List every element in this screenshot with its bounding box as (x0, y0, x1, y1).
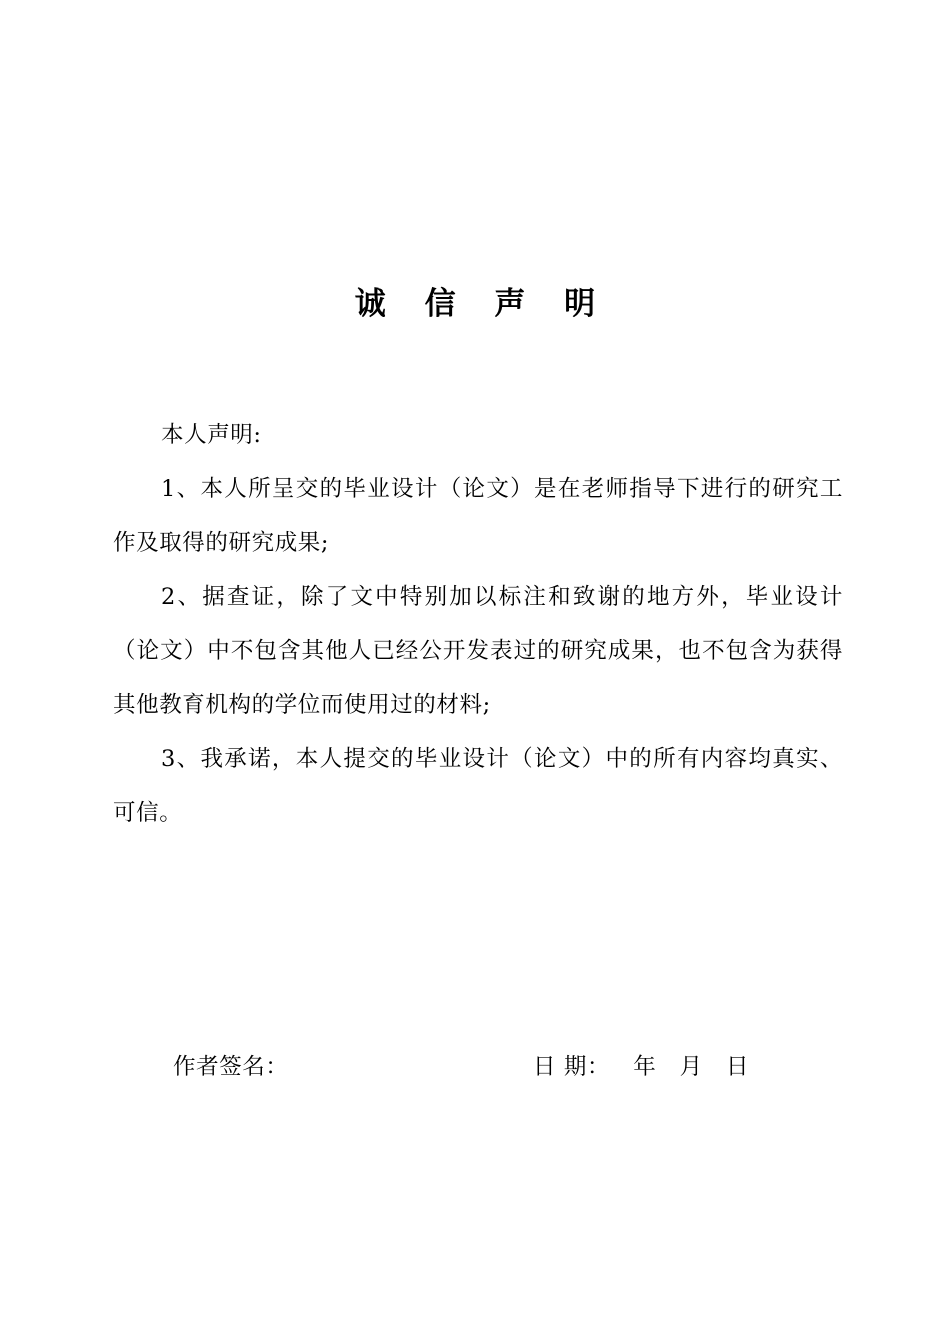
paragraph-item-1: 1、本人所呈交的毕业设计（论文）是在老师指导下进行的研究工作及取得的研究成果; (113, 476, 843, 556)
declaration-body (113, 408, 843, 840)
paragraph-intro: 本人声明: (161, 422, 262, 448)
page-title: 诚 信 声 明 (354, 286, 610, 322)
author-signature-label: 作者签名： (173, 1054, 289, 1080)
paragraph-item-2: 2、据查证，除了文中特别加以标注和致谢的地方外，毕业设计（论文）中不包含其他人已经公开发表过的研究成果，也不包含为获得其他教育机构的学位而使用过的材料; (113, 584, 843, 718)
paragraph-item-3: 3、我承诺，本人提交的毕业设计（论文）中的所有内容均真实、可信。 (113, 746, 843, 826)
date-label: 日 期： 年 月 日 (533, 1054, 750, 1080)
